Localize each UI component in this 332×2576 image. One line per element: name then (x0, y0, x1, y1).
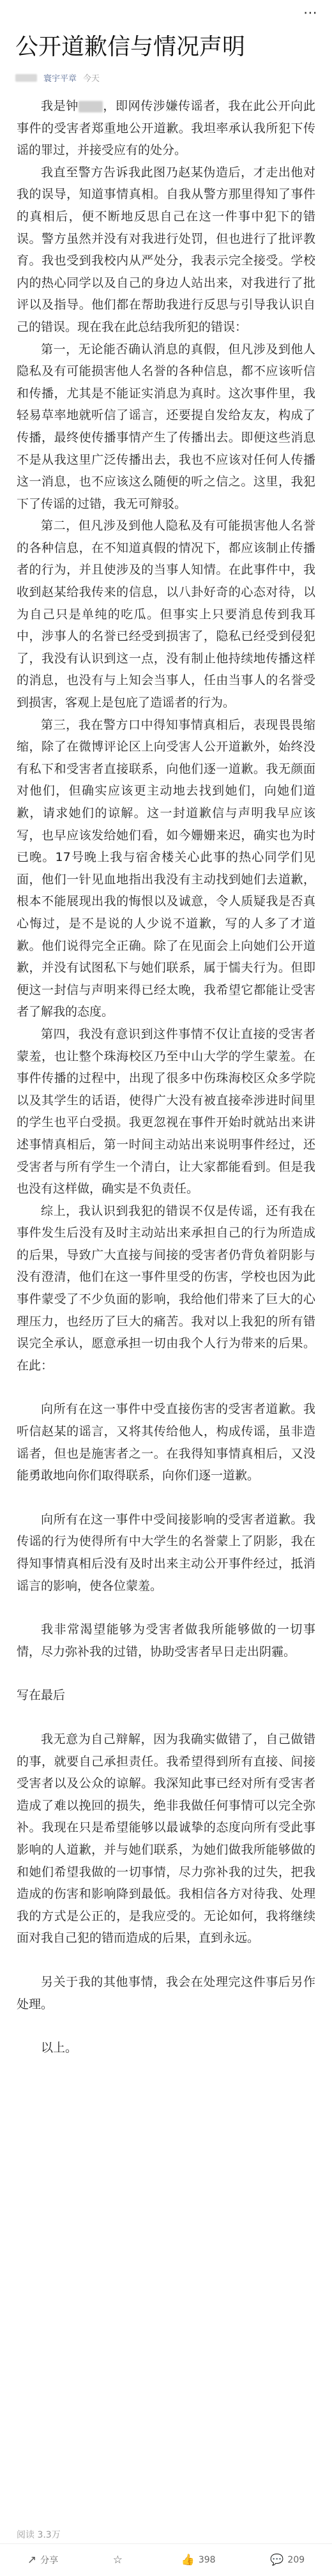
paragraph: 我直至警方告诉我此图乃赵某伪造后，才走出他对我的误导，知道事情真相。自我从警方那里得知了事件的真相后，便不断地反思自己在这一件事中犯下的错误。警方虽然并没有对我进行处罚，但也进行了批评教育。我也受到我校内从严处分，我表示完全接受。学校内的热心同学以及自己的身边人站出来，对我进行了批评以及指导。他们都在帮助我进行反思与引导我认识自己的错误。现在我在此总结我所犯的错误： (17, 165, 315, 334)
paragraph: 第四，我没有意识到这件事情不仅让直接的受害者蒙羞，也让整个珠海校区乃至中山大学的学生蒙羞。在事件传播的过程中，出现了很多中伤珠海校区众多学院以及其学生的话语，使得广大没有被直接牵涉进时间里的学生也平白受损。我更忽视在事件开始时就站出来讲述事情真相后，第一时间主动站出来说明事件经过，还受害者与所有学生一个清白，让大家都能看到。但是我也没有这样做，确实是不负责任。 (17, 1026, 315, 1196)
section-heading: 写在最后 (17, 1688, 66, 1703)
paragraph: 向所有在这一事件中受直接伤害的受害者道歉。我听信赵某的谣言，又将其传给他人，构成传谣，虽非造谣者，但也是施害者之一。在我得知事情真相后，又没能勇敢地向你们取得联系，向你们逐一道歉。 (17, 1402, 315, 1483)
comment-count: 209 (287, 2555, 305, 2565)
redacted-name (79, 101, 103, 112)
paragraph: 另关于我的其他事情，我会在处理完这件事后另作处理。 (17, 1974, 315, 2011)
paragraph: 我无意为自己辩解，因为我确实做错了，自己做错的事，就要自己承担责任。我希望得到所有直接、间接受害者以及公众的谅解。我深知此事已经对所有受害者造成了难以挽回的损失，绝非我做任何事情可以完全弥补。我现在只是希望能够以最诚挚的态度向所有受此事影响的人道歉，并与她们联系，为她们做我所能够做的和她们希望我做的一切事情，尽力弥补我的过失，把我造成的伤害和影响降到最低。我相信各方对待我、处理我的方式是公正的，是我应受的。无论如何，我将继续面对我自己犯的错而造成的后果，直到永远。 (17, 1732, 315, 1946)
more-options-icon[interactable]: ⋯ (303, 4, 318, 21)
paragraph: 综上，我认识到我犯的错误不仅是传谣，还有我在事件发生后没有及时主动站出来承担自己的行为所造成的后果，导致广大直接与间接的受害者仍背负着阴影与没有澄清，他们在这一事件里受的伤害，学校也因为此事件蒙受了不少负面的影响，我给他们带来了巨大的心理压力，也经历了巨大的痛苦。我对以上我犯的所有错误完全承认，愿意承担一切由我个人行为带来的后果。在此： (17, 1203, 315, 1373)
paragraph: 向所有在这一事件中受间接影响的受害者道歉。我传谣的行为使得所有中大学生的名誉蒙上了阴影，我在得知事情真相后没有及时出来主动公开事件经过，抵消谣言的影响，使各位蒙羞。 (17, 1512, 315, 1593)
article-body (17, 95, 315, 2059)
like-button[interactable] (181, 2554, 216, 2566)
comment-button[interactable] (270, 2554, 305, 2566)
paragraph: 我非常渴望能够为受害者做我所能够做的一切事情，尽力弥补我的过错，协助受害者早日走出阴霾。 (17, 1622, 315, 1659)
comment-icon: 💬 (270, 2554, 284, 2566)
paragraph: 第二，但凡涉及到他人隐私及有可能损害他人名誉的各种信息，在不知道真假的情况下，都应该制止传播者的行为，并且使涉及的当事人知情。在此事件中，我收到赵某给我传来的信息，以八卦好奇的心态对待，以为自己只是单纯的吃瓜。但事实上只要消息传到我耳中，涉事人的名誉已经受到损害了，隐私已经受到侵犯了，我没有认识到这一点，没有制止他持续地传播这样的消息，也没有与上知会当事人，任由当事人的名誉受到损害，客观上是包庇了造谣者的行为。 (17, 519, 315, 710)
thumbs-up-icon: 👍 (181, 2554, 195, 2566)
article-meta (15, 72, 317, 84)
bottom-action-bar (0, 2543, 332, 2576)
read-count: 阅读 3.3万 (17, 2530, 61, 2540)
top-bar (0, 0, 332, 26)
account-name[interactable]: 寰宇平章 (43, 74, 77, 84)
paragraph: 第一，无论能否确认消息的真假，但凡涉及到他人隐私及有可能损害他人名誉的各种信息，都不应该听信和传播，尤其是不能证实消息为真时。这次事件里，我轻易草率地就听信了谣言，还要提自发给友友，构成了传播，最终使传播事情产生了传播出去。即便这些消息不是从我这里广泛传播出去，我也不应该对任何人传播这一消息，也不应该这么随便的听之信之。这里，我犯下了传谣的过错，我无可辩驳。 (17, 342, 315, 511)
publish-date: 今天 (83, 74, 100, 84)
paragraph: 第三，我在警方口中得知事情真相后，表现畏畏缩缩，除了在微博评论区上向受害人公开道歉外，始终没有私下和受害者直接联系，向他们逐一道歉。我无颜面对他们，但确实应该更主动地去找到她们，向她们道歉，请求她们的谅解。这一封道歉信与声明我早应该写，也早应该发给她们看，如今姗姗来迟，确实也为时已晚。17号晚上我与宿舍楼关心此事的热心同学们见面，他们一针见血地指出我没有主动找到她们去道歉，根本不能展现出我的悔恨以及诚意，令人质疑我是否真心悔过，是不是说的人少说不道歉，写的人多了才道歉。他们说得完全正确。除了在见面会上向她们公开道歉，并没有试图私下与她们联系，属于懦夫行为。但即便这一封信与声明来得已经太晚，我希望它都能让受害者了解我的态度。 (17, 717, 315, 1019)
star-icon: ☆ (112, 2554, 123, 2566)
article-title: 公开道歉信与情况声明 (15, 34, 246, 60)
share-icon: ↗ (27, 2554, 37, 2566)
share-button[interactable]: ↗ 分享 (27, 2554, 59, 2566)
favorite-button[interactable] (113, 2554, 126, 2566)
sign-off: 以上。 (41, 2041, 78, 2055)
paragraph-intro: 我是钟 ，即网传涉嫌传谣者，我在此公开向此事件的受害者郑重地公开道歉。我坦率承认我所犯下传谣的罪过，并接受应有的处分。 (17, 99, 315, 158)
like-count: 398 (198, 2555, 216, 2565)
redacted-author (15, 74, 37, 82)
